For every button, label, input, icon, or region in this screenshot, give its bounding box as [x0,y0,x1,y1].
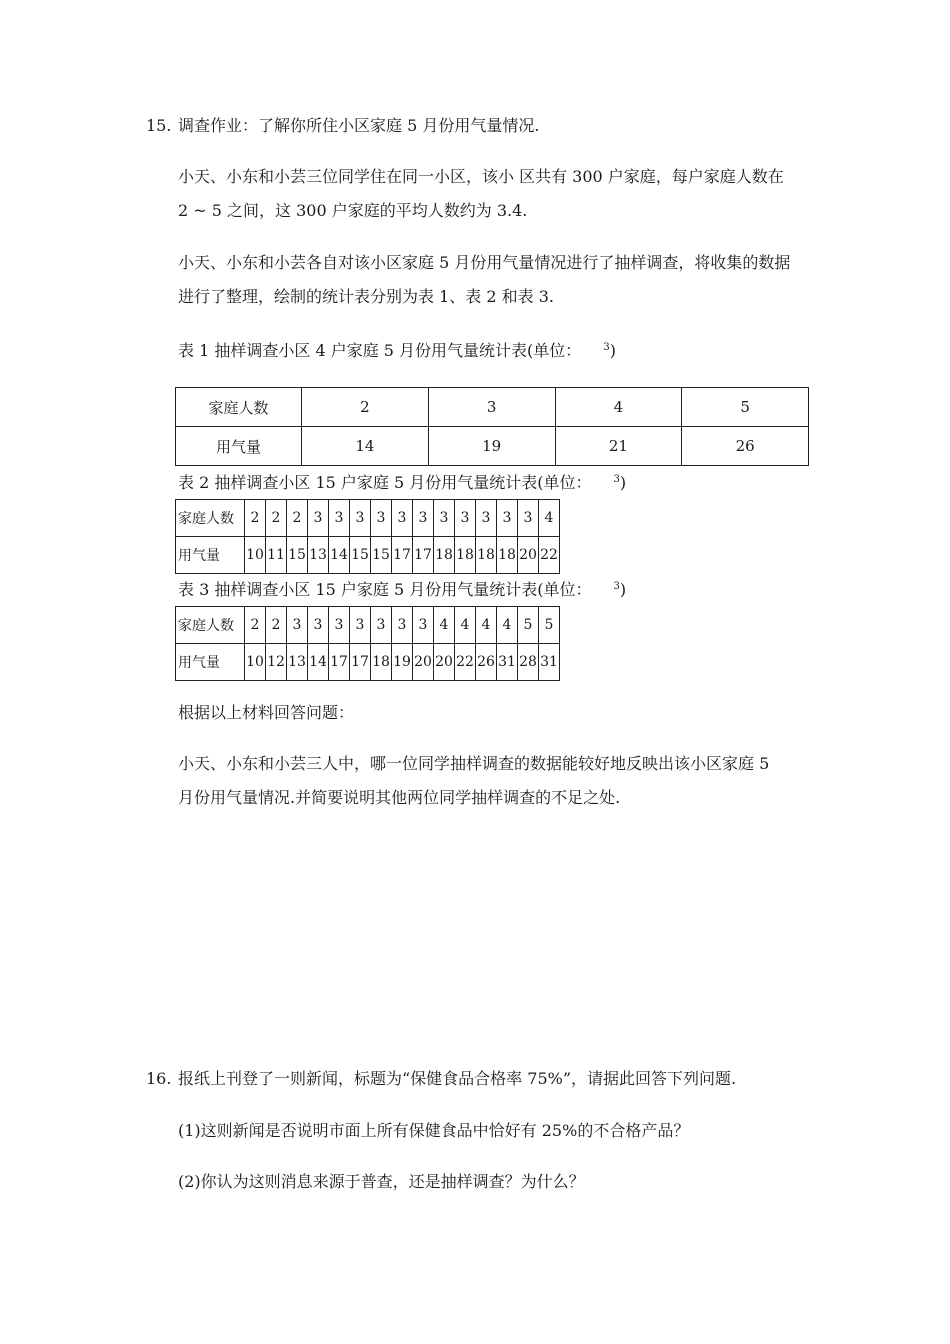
table-2-cell: 11 [266,537,287,574]
table-3-cell: 3 [392,607,413,644]
table-2-cell: 4 [539,500,560,537]
table-3-cell: 2 [245,607,266,644]
table-2-cell: 3 [350,500,371,537]
table-1-caption-end: ) [609,341,616,360]
table-2-cell: 10 [245,537,266,574]
q15-paragraph-1-line-2: 2 ~ 5 之间，这 300 户家庭的平均人数约为 3.4. [178,201,528,220]
table-2-cell: 2 [287,500,308,537]
table-3-cell: 17 [329,644,350,681]
table-3-cell: 2 [266,607,287,644]
table-2-cell: 2 [245,500,266,537]
table-2-cell: 3 [455,500,476,537]
table-3-cell: 31 [497,644,518,681]
table-3-row-label: 家庭人数 [176,607,245,644]
table-3-cell: 19 [392,644,413,681]
table-1-row-label: 家庭人数 [176,388,302,427]
table-2-cell: 15 [350,537,371,574]
table-1-cell: 2 [302,388,429,427]
table-3-caption [178,577,626,600]
question-16-subquestion-1: (1)这则新闻是否说明市面上所有保健食品中恰好有 25%的不合格产品？ [178,1121,690,1140]
table-2-cell: 14 [329,537,350,574]
table-2-cell: 17 [392,537,413,574]
table-3-cell: 12 [266,644,287,681]
table-2-cell: 18 [455,537,476,574]
table-3-cell: 3 [329,607,350,644]
table-2 [175,499,560,574]
table-1-row-gas-usage [176,427,809,466]
q15-question-line-1: 小天、小东和小芸三人中，哪一位同学抽样调查的数据能较好地反映出该小区家庭 5 [178,754,770,773]
table-3-cell: 28 [518,644,539,681]
table-2-cell: 17 [413,537,434,574]
table-2-caption-text: 表 2 抽样调查小区 15 户家庭 5 月份用气量统计表(单位： [178,473,592,492]
q15-paragraph-1-line-1: 小天、小东和小芸三位同学住在同一小区，该小 区共有 300 户家庭，每户家庭人数在 [178,167,784,186]
table-3-cell: 31 [539,644,560,681]
table-3-row-label: 用气量 [176,644,245,681]
question-16-subquestion-2: (2)你认为这则消息来源于普查，还是抽样调查？为什么？ [178,1172,585,1191]
q15-paragraph-2-line-1: 小天、小东和小芸各自对该小区家庭 5 月份用气量情况进行了抽样调查，将收集的数据 [178,253,791,272]
table-3-cell: 5 [518,607,539,644]
table-3-cell: 22 [455,644,476,681]
table-1-cell: 19 [428,427,555,466]
table-3-cell: 26 [476,644,497,681]
q15-paragraph-2-line-2: 进行了整理，绘制的统计表分别为表 1、表 2 和表 3. [178,287,554,306]
table-1-cell: 21 [555,427,682,466]
table-3-cell: 20 [413,644,434,681]
table-2-cell: 3 [518,500,539,537]
table-1-row-label: 用气量 [176,427,302,466]
table-1-cell: 3 [428,388,555,427]
table-3-cell: 14 [308,644,329,681]
table-2-cell: 3 [371,500,392,537]
table-2-cell: 18 [497,537,518,574]
table-3-cell: 3 [371,607,392,644]
table-1-unit-superscript: 3 [603,342,610,353]
table-1-cell: 14 [302,427,429,466]
table-2-cell: 3 [308,500,329,537]
table-2-row-household-size [176,500,560,537]
table-3-cell: 13 [287,644,308,681]
table-2-row-gas-usage [176,537,560,574]
table-3-cell: 3 [287,607,308,644]
question-15-number: 15. [146,116,172,135]
table-1-caption [178,338,616,361]
table-3-cell: 3 [413,607,434,644]
table-2-caption [178,470,626,493]
table-3-cell: 3 [308,607,329,644]
table-2-row-label: 用气量 [176,537,245,574]
table-2-cell: 22 [539,537,560,574]
table-2-cell: 15 [371,537,392,574]
table-2-cell: 2 [266,500,287,537]
question-16-number: 16. [146,1069,172,1088]
table-3-cell: 17 [350,644,371,681]
question-16-title: 报纸上刊登了一则新闻，标题为“保健食品合格率 75%”，请据此回答下列问题. [178,1069,737,1088]
table-2-cell: 3 [434,500,455,537]
table-3-cell: 18 [371,644,392,681]
table-1-caption-text: 表 1 抽样调查小区 4 户家庭 5 月份用气量统计表(单位： [178,341,582,360]
table-3-cell: 4 [434,607,455,644]
q15-prompt: 根据以上材料回答问题： [178,703,355,722]
table-2-cell: 15 [287,537,308,574]
table-3-unit-superscript: 3 [613,581,620,592]
table-2-caption-end: ) [619,473,627,492]
table-3-caption-text: 表 3 抽样调查小区 15 户家庭 5 月份用气量统计表(单位： [178,580,592,599]
table-2-unit-superscript: 3 [613,474,620,485]
q15-question-line-2: 月份用气量情况.并简要说明其他两位同学抽样调查的不足之处. [178,788,621,807]
table-3-cell: 4 [476,607,497,644]
table-3 [175,606,560,681]
table-1-row-household-size [176,388,809,427]
table-2-cell: 3 [392,500,413,537]
table-3-caption-end: ) [619,580,627,599]
table-3-cell: 5 [539,607,560,644]
question-15-title: 调查作业：了解你所住小区家庭 5 月份用气量情况. [178,116,540,135]
table-3-row-gas-usage [176,644,560,681]
table-2-cell: 13 [308,537,329,574]
table-2-cell: 3 [497,500,518,537]
table-3-row-household-size [176,607,560,644]
table-1 [175,387,809,466]
table-2-cell: 18 [434,537,455,574]
table-2-cell: 3 [476,500,497,537]
table-1-cell: 26 [682,427,809,466]
table-2-row-label: 家庭人数 [176,500,245,537]
table-2-cell: 3 [413,500,434,537]
table-1-cell: 5 [682,388,809,427]
table-3-cell: 20 [434,644,455,681]
table-3-cell: 3 [350,607,371,644]
table-3-cell: 4 [497,607,518,644]
table-3-cell: 4 [455,607,476,644]
table-1-cell: 4 [555,388,682,427]
table-3-cell: 10 [245,644,266,681]
table-2-cell: 18 [476,537,497,574]
table-2-cell: 3 [329,500,350,537]
table-2-cell: 20 [518,537,539,574]
